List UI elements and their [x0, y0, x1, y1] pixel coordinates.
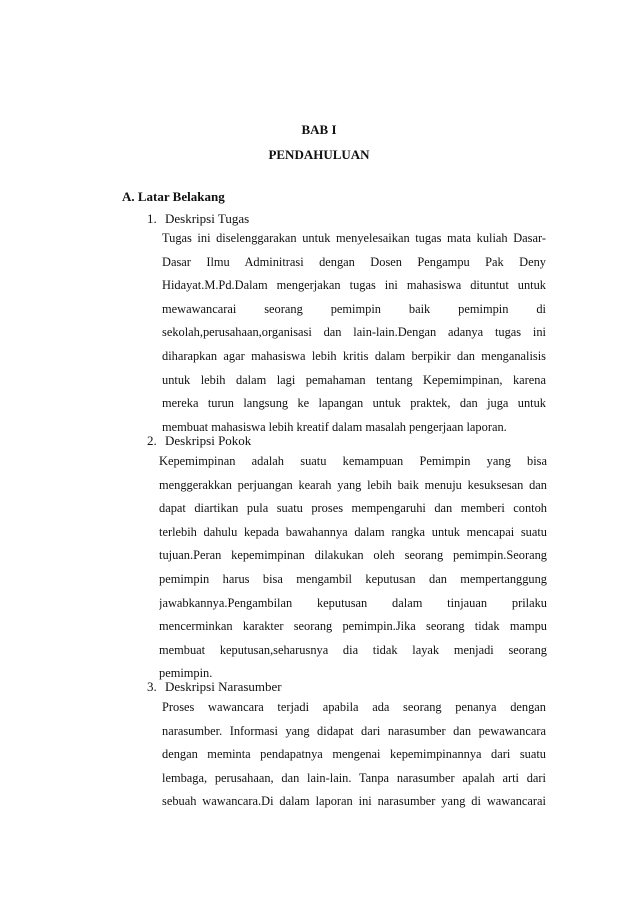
paragraph-line: Proses wawancara terjadi apabila ada seorang penanya dengan: [162, 700, 546, 714]
paragraph-line: tujuan.Peran kepemimpinan dilakukan oleh seorang pemimpin.Seorang: [159, 548, 547, 563]
paragraph-line: diharapkan agar mahasiswa lebih kritis dalam berpikir dan menganalisis: [162, 348, 546, 363]
paragraph-line: untuk lebih dalam lagi pemahaman tentang Kepemimpinan, karena: [162, 372, 546, 387]
subsection-number: 2.: [147, 433, 157, 448]
paragraph-line: narasumber. Informasi yang didapat dari narasumber dan pewawancara: [162, 723, 546, 738]
chapter-number: BAB I: [301, 122, 337, 137]
subsection-number: 1.: [147, 211, 157, 226]
section-marker: A.: [122, 189, 135, 204]
subsection-title: Deskripsi Pokok: [165, 433, 252, 448]
subsection-number: 3.: [147, 679, 157, 694]
paragraph-line: sebuah wawancara.Di dalam laporan ini narasumber yang di wawancarai: [162, 794, 546, 809]
paragraph-line: Dasar Ilmu Adminitrasi dengan Dosen Pengampu Pak Deny: [162, 254, 546, 269]
subsection-heading-1: [147, 211, 249, 227]
paragraph-line: menggerakkan perjuangan kearah yang lebih baik menuju kesuksesan dan: [159, 477, 547, 492]
subsection-heading-3: [147, 679, 282, 695]
paragraph-line: Kepemimpinan adalah suatu kemampuan Pemimpin yang bisa: [159, 454, 547, 468]
paragraph-line: jawabkannya.Pengambilan keputusan dalam tinjauan prilaku: [159, 595, 547, 610]
paragraph-line: membuat keputusan,seharusnya dia tidak layak menjadi seorang: [159, 642, 547, 657]
paragraph-line: Hidayat.M.Pd.Dalam mengerjakan tugas ini mahasiswa dituntut untuk: [162, 278, 546, 293]
paragraph-line: pemimpin.: [159, 666, 213, 681]
paragraph-line: mencerminkan karakter seorang pemimpin.Jika seorang tidak mampu: [159, 619, 547, 634]
paragraph-deskripsi-pokok: [159, 451, 547, 687]
section-title: Latar Belakang: [137, 189, 225, 204]
chapter-title: PENDAHULUAN: [268, 147, 370, 162]
paragraph-deskripsi-tugas: [162, 228, 546, 440]
paragraph-line: lembaga, perusahaan, dan lain-lain. Tanpa narasumber apalah arti dari: [162, 770, 546, 785]
paragraph-line: mewawancarai seorang pemimpin baik pemimpin di: [162, 301, 546, 316]
subsection-title: Deskripsi Narasumber: [165, 679, 282, 694]
paragraph-line: pemimpin harus bisa mengambil keputusan dan mempertanggung: [159, 571, 547, 586]
section-heading: [122, 189, 225, 205]
subsection-heading-2: [147, 433, 251, 449]
paragraph-line: sekolah,perusahaan,organisasi dan lain-lain.Dengan adanya tugas ini: [162, 325, 546, 340]
paragraph-line: Tugas ini diselenggarakan untuk menyelesaikan tugas mata kuliah Dasar-: [162, 231, 546, 245]
subsection-title: Deskripsi Tugas: [165, 211, 250, 226]
paragraph-line: dapat diartikan pula suatu proses mempengaruhi dan memberi contoh: [159, 501, 547, 516]
paragraph-line: membuat mahasiswa lebih kreatif dalam masalah pengerjaan laporan.: [162, 419, 507, 434]
paragraph-deskripsi-narasumber: [162, 697, 546, 815]
paragraph-line: mereka turun langsung ke lapangan untuk praktek, dan juga untuk: [162, 396, 546, 411]
paragraph-line: terlebih dahulu kepada bawahannya dalam rangka untuk mencapai suatu: [159, 524, 547, 539]
paragraph-line: dengan meminta pendapatnya mengenai kepemimpinannya dari suatu: [162, 747, 546, 762]
